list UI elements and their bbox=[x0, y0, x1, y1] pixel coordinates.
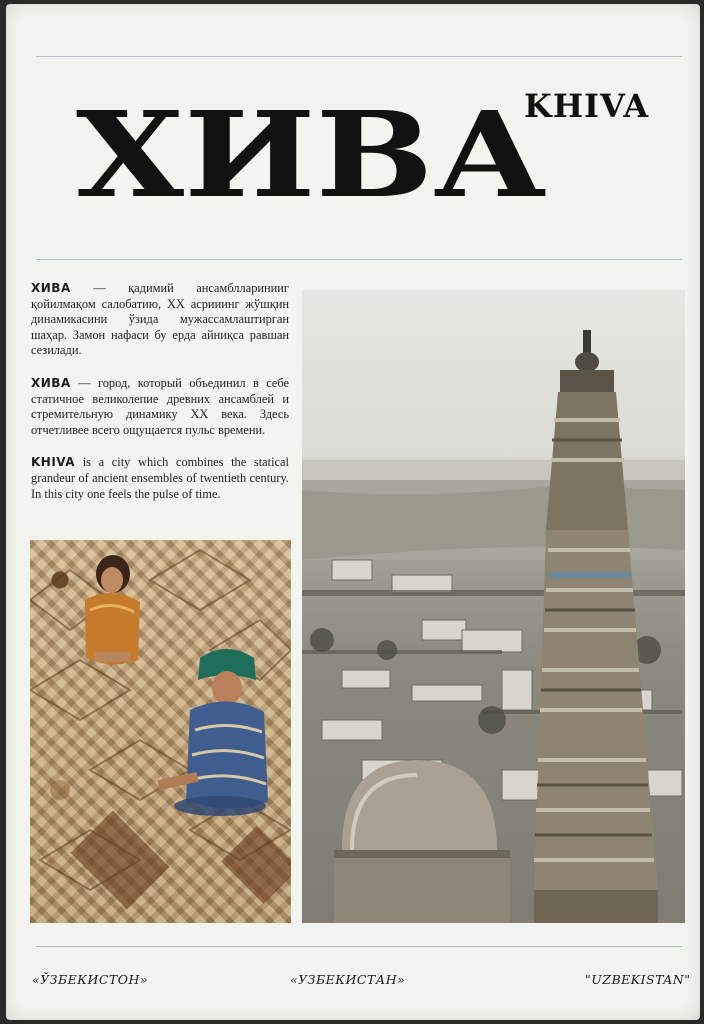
cover-title-cyrillic: ХИВА bbox=[76, 85, 547, 224]
paragraph-lead: ХИВА bbox=[31, 375, 71, 390]
bottom-rule bbox=[36, 946, 682, 947]
publisher-uzbek: «ЎЗБЕКИСТОН» bbox=[32, 972, 149, 987]
paragraph-lead: KHIVA bbox=[31, 455, 76, 470]
description-column bbox=[31, 281, 289, 519]
minaret-graphic bbox=[534, 330, 658, 923]
carpet-weavers-photo bbox=[30, 540, 291, 923]
top-rule bbox=[36, 56, 682, 57]
paragraph-text: is a city which combines the statical grandeur of ancient ensembles of twentieth century. In this city one feels the pulse of time. bbox=[31, 455, 289, 501]
city-photo-graphic bbox=[302, 290, 685, 923]
carpet-pattern-graphic bbox=[30, 540, 291, 923]
publisher-english: "UZBEKISTAN" bbox=[585, 972, 691, 987]
cover-title-latin: KHIVA bbox=[524, 87, 650, 125]
paragraph-lead: ХИВА bbox=[31, 281, 71, 295]
title-rule bbox=[36, 259, 682, 260]
paragraph-english bbox=[31, 455, 289, 502]
paragraph-text: — город, который объединил в себе статичное великолепие древних ансамблей и стремительную динамику XX века. Здесь отчетливее всего ощущается пульс времени. bbox=[31, 375, 289, 437]
khiva-city-photo bbox=[302, 290, 685, 923]
paragraph-text: — қадимий ансамблларинииг қойилмақом салобатию, XX асрииинг жўшқин динамикасини ўзида мужассамлаштирган шаҳар. Замон нафаси бу ерда айниқса равшан сезилади. bbox=[31, 281, 289, 358]
paragraph-russian bbox=[31, 376, 289, 438]
paragraph-uzbek bbox=[31, 281, 289, 359]
publisher-russian: «УЗБЕКИСТАН» bbox=[290, 972, 406, 987]
